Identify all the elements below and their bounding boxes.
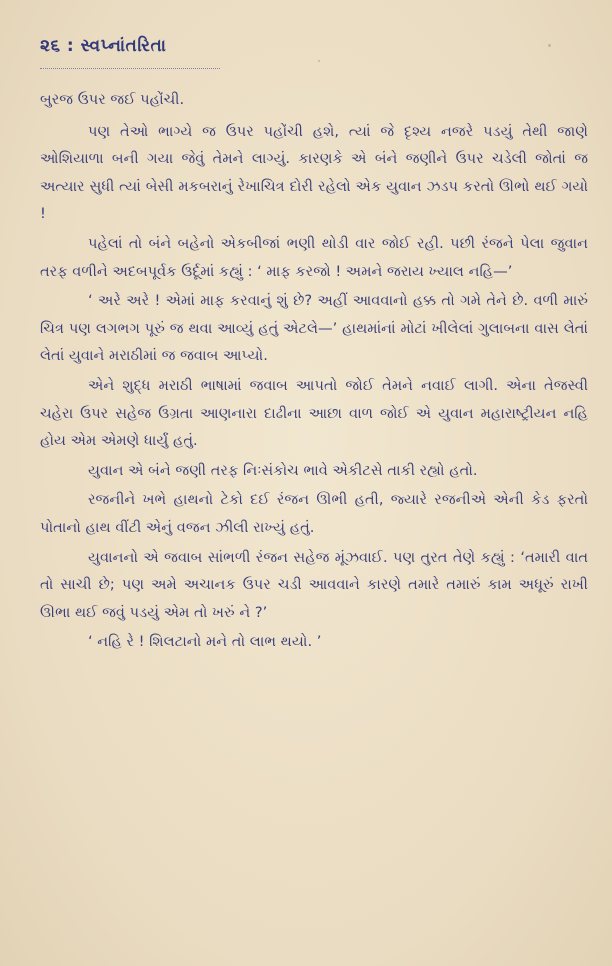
paragraph-9: ‘ નહિ રે ! શિલટાનો મને તો લાભ થયો. ’ (88, 633, 322, 651)
paragraph-7: રજનીને ખભે હાથનો ટેકો દઈ રંજન ઊભી હતી, જ્યારે રજનીએ એની કેડ ફરતો પોતાનો હાથ વીંટી એનું વજન ઝીલી રાખ્યું હતું. (40, 491, 588, 536)
paper-speck (548, 44, 551, 47)
paragraph-6: યુવાન એ બંને જણી તરફ નિઃસંકોચ ભાવે એકીટસે તાકી રહ્યો હતો. (88, 461, 478, 479)
paragraph-2: પણ તેઓ ભાગ્યે જ ઉપર પહોંચી હશે, ત્યાં જે દૃશ્ય નજરે પડયું તેથી જાણે ઓશિયાળા બની ગયા જેવું તેમને લાગ્યું. કારણકે એ બંને જણીને ઉપર ચડેલી જોતાં જ અત્યાર સુધી ત્યાં બેસી મકબરાનું રેખાચિત્ર દોરી રહેલો એક યુવાન ઝડપ કરતો ઊભો થઈ ગયો ! (40, 122, 588, 223)
paper-speck (318, 60, 320, 62)
page-body (40, 86, 588, 658)
paragraph-1: બુરજ ઉપર જઈ પહોંચી. (40, 91, 185, 108)
running-header: ૨૬ : સ્વપ્નાંતરિતા (40, 36, 167, 56)
paragraph-4: ‘ અરે અરે ! એમાં માફ કરવાનું શું છે? અહીં આવવાનો હક્ક તો ગમે તેને છે. વળી મારું ચિત્ર પણ લગભગ પૂરું જ થવા આવ્યું હતું એટલે—’ હાથમાંનાં મોટાં ખીલેલાં ગુલાબના વાસ લેતાં લેતાં યુવાને મરાઠીમાં જ જવાબ આપ્યો. (40, 292, 588, 365)
paragraph-8: યુવાનનો એ જવાબ સાંભળી રંજન સહેજ મૂંઝવાઈ. પણ તુરત તેણે કહ્યું : ‘તમારી વાત તો સાચી છે; પણ અમે અચાનક ઉપર ચડી આવવાને કારણે તમારે તમારું કામ અધૂરું રાખી ઊભા થઈ જવું પડયું એમ તો ખરું ને ?’ (40, 548, 588, 621)
paragraph-3: પહેલાં તો બંને બહેનો એકબીજાં ભણી થોડી વાર જોઈ રહી. પછી રંજને પેલા જુવાન તરફ વળીને અદબપૂર્વક ઉર્દૂમાં કહ્યું : ‘ માફ કરજો ! અમને જરાય ખ્યાલ નહિ—’ (40, 234, 588, 280)
header-rule (40, 62, 220, 69)
paragraph-5: એને શુદ્ધ મરાઠી ભાષામાં જવાબ આપતો જોઈ તેમને નવાઈ લાગી. એના તેજસ્વી ચહેરા ઉપર સહેજ ઉગ્રતા આણનારા દાઢીના આછા વાળ જોઈ એ યુવાન મહારાષ્ટ્રીયન નહિ હોય એમ એમણે ધાર્યું હતું. (40, 376, 588, 450)
